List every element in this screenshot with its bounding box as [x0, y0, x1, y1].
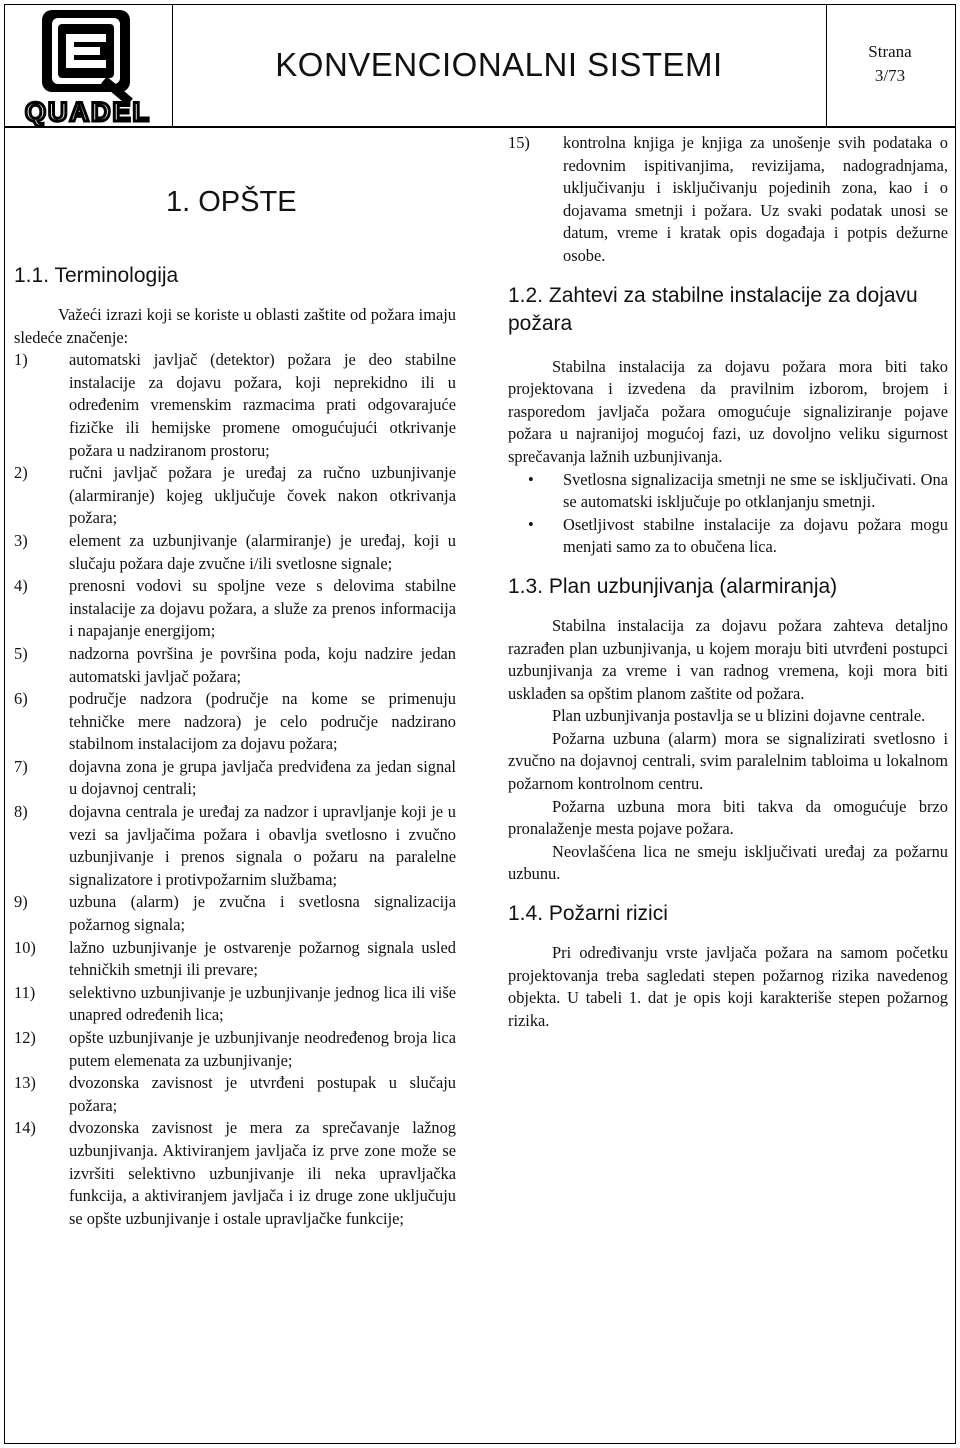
subsection-heading-terminology: 1.1. Terminologija — [14, 264, 179, 287]
item-text: područje nadzora (područje na kome se primenuju tehničke mere nadzora) je celo područje nadzirano stabilnom instalacijom za dojavu požara; — [69, 689, 456, 754]
page-label: Strana — [868, 42, 912, 61]
bullet-item: • Svetlosna signalizacija smetnji ne sme se isključivati. Ona se automatski isključuje po otklanjanju smetnji. — [528, 469, 948, 512]
page-number-box — [826, 4, 954, 126]
document-title: KONVENCIONALNI SISTEMI — [172, 4, 827, 126]
subsection-heading-alarm-plan: 1.3. Plan uzbunjivanja (alarmiranja) — [508, 574, 838, 598]
item-text: lažno uzbunjivanje je ostvarenje požarnog signala usled tehničkih smetnji ili prevare; — [69, 937, 456, 980]
alarm-plan-paragraph: Plan uzbunjivanja postavlja se u blizini dojavne centrale. — [552, 706, 926, 726]
item-text: dojavna zona je grupa javljača predviđena za jedan signal u dojavnoj centrali; — [69, 756, 456, 799]
item-number: 15) — [508, 133, 530, 152]
section-heading-general: 1. OPŠTE — [166, 186, 297, 218]
item-number: 14) — [14, 1118, 36, 1138]
item-number: 9) — [14, 892, 28, 912]
quadel-logo-icon — [4, 4, 172, 126]
company-logo — [4, 4, 173, 126]
item-text: dvozonska zavisnost je utvrđeni postupak u slučaju požara; — [69, 1073, 456, 1115]
alarm-plan-paragraph: Stabilna instalacija za dojavu požara zahteva detaljno razrađen plan uzbunjivanja, u kojem moraju biti utvrđeni postupci uzbunjivanja za vreme i van radnog vremena, koji mora biti usklađen sa opštim planom zaštite od požara. — [508, 615, 948, 703]
terminology-item — [14, 891, 456, 936]
terminology-list — [14, 349, 456, 1230]
item-number: 4) — [14, 576, 28, 596]
item-text: element za uzbunjivanje (alarmiranje) je uređaj, koji u slučaju požara daje zvučne i/ili svetlosne signale; — [69, 530, 456, 573]
item-number: 12) — [14, 1028, 36, 1047]
item-number: 7) — [14, 756, 28, 776]
alarm-plan-paragraph: Požarna uzbuna (alarm) mora se signalizirati svetlosno i zvučno na dojavnoj centrali, svim paralelnim tabloima u lokalnom požarnom kontrolnom centru. — [508, 728, 948, 794]
terminology-item — [14, 801, 456, 891]
item-number: 6) — [14, 689, 28, 709]
item-text: dvozonska zavisnost je mera za sprečavanje lažnog uzbunjivanja. Aktiviranjem javljača iz prve zone može se izvršiti selektivno uzbunjivanje ili neka upravljačka funkcija, a aktiviranjem javljača i iz druge zone uključuju se opšte uzbunjivanje i ostale upravljačke funkcije; — [69, 1118, 456, 1228]
page-number: 3/73 — [874, 66, 906, 85]
fire-risks-paragraph: Pri određivanju vrste javljača požara na samom početku projektovanja treba sagledati stepen požarnog rizika navedenog objekta. U tabeli 1. dat je opis koji karakteriše stepen požarnog rizika. — [508, 943, 948, 1030]
item-text: ručni javljač požara je uređaj za ručno uzbunjivanje (alarmiranje) kojeg uključuje čovek nakon otkrivanja požara; — [69, 463, 456, 528]
bullet-item: • Osetljivost stabilne instalacije za dojavu požara mogu menjati samo za to obučena lica. — [528, 514, 948, 557]
terminology-item — [14, 937, 456, 982]
terminology-item — [14, 575, 456, 643]
item-text: automatski javljač (detektor) požara je deo stabilne instalacije za dojavu požara, koji neprekidno ili u određenim vremenskim razmacima prati odgovarajuće fizičke ili hemijske promene omogućujući otkrivanje požara u nadziranom prostoru; — [69, 350, 456, 460]
terminology-item — [14, 756, 456, 801]
right-column — [508, 132, 948, 1032]
terminology-item — [14, 982, 456, 1027]
terminology-item — [14, 530, 456, 575]
requirements-paragraph: Stabilna instalacija za dojavu požara mora biti tako projektovana i izvedena da pravilnim izborom, brojem i rasporedom javljača požara omogućuje signaliziranje pojave požara u najranijoj mogućoj fazi, uz dovoljno veliku sigurnost sprečavanja lažnih uzbunjivanja. — [508, 356, 948, 466]
bullet-icon: • — [528, 514, 534, 534]
subsection-heading-requirements: 1.2. Zahtevi za stabilne instalacije za dojavu požara — [508, 283, 918, 335]
item-text: nadzorna površina je površina poda, koju nadzire jedan automatski javljač požara; — [69, 643, 456, 686]
item-number: 5) — [14, 643, 28, 663]
item-number: 11) — [14, 982, 36, 1002]
alarm-plan-paragraph: Neovlašćena lica ne smeju isključivati uređaj za požarnu uzbunu. — [508, 841, 948, 884]
page-header — [4, 4, 956, 128]
terminology-item — [14, 688, 456, 756]
svg-text:QUADEL: QUADEL — [25, 97, 151, 126]
terminology-item — [14, 1117, 456, 1230]
terminology-list-continued — [508, 132, 948, 268]
terminology-item — [14, 349, 456, 462]
item-text: opšte uzbunjivanje je uzbunjivanje neodređenog broja lica putem elemenata za uzbunjivanje; — [69, 1028, 456, 1070]
item-text: prenosni vodovi su spoljne veze s delovima stabilne instalacije za dojavu požara, a služe za prenos informacija i napajanje energijom; — [69, 576, 456, 641]
item-text: kontrolna knjiga je knjiga za unošenje svih podataka o redovnim ispitivanjima, revizijama, nadogradnjama, uključivanju i isključivanju pojedinih zona, kao i o dojavama smetnji i požara. Uz svaki podatak unosi se datum, vreme i kratak opis događaja i potpis dežurne osobe. — [563, 133, 948, 265]
item-text: dojavna centrala je uređaj za nadzor i upravljanje koji je u vezi sa javljačima požara i obavlja svetlosno i zvučno uzbunjivanje i prenos signala o požaru na paralelne signalizatore i protivpožarnim službama; — [69, 802, 456, 889]
item-text: uzbuna (alarm) je zvučna i svetlosna signalizacija požarnog signala; — [69, 892, 456, 935]
subsection-heading-fire-risks: 1.4. Požarni rizici — [508, 902, 668, 926]
terminology-item — [14, 1027, 456, 1072]
bullet-icon: • — [528, 469, 534, 489]
terminology-item — [14, 643, 456, 688]
item-number: 2) — [14, 463, 28, 483]
item-number: 1) — [14, 350, 28, 370]
alarm-plan-paragraph: Požarna uzbuna mora biti takva da omogućuje brzo pronalaženje mesta pojave požara. — [508, 796, 948, 839]
item-number: 13) — [14, 1073, 36, 1093]
terminology-intro: Važeći izrazi koji se koriste u oblasti zaštite od požara imaju sledeće značenje: — [14, 305, 456, 347]
left-column — [14, 262, 456, 1230]
terminology-item — [14, 1072, 456, 1117]
terminology-item — [14, 462, 456, 530]
item-number: 10) — [14, 937, 36, 957]
item-text: selektivno uzbunjivanje je uzbunjivanje jednog lica ili više unapred određenih lica; — [69, 982, 456, 1025]
item-number: 3) — [14, 530, 28, 550]
terminology-item — [508, 132, 948, 268]
item-number: 8) — [14, 802, 28, 822]
